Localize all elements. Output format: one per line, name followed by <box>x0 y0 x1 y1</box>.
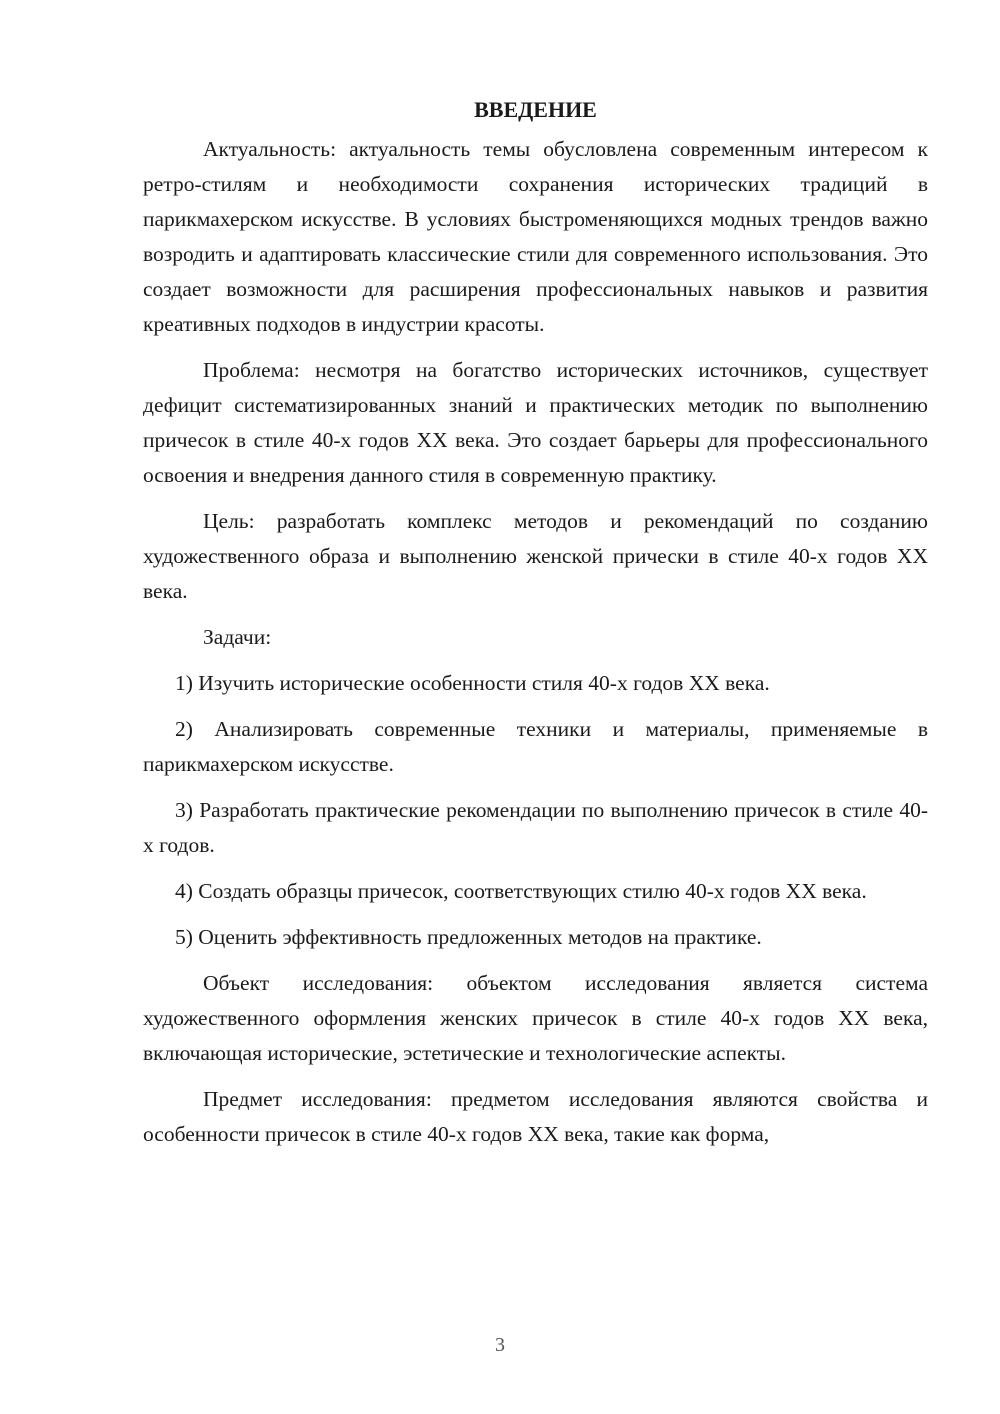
paragraph-problem: Проблема: несмотря на богатство исторических источников, существует дефицит систематизированных знаний и практических методик по выполнению причесок в стиле 40-х годов XX века. Это создает барьеры для профессионального освоения и внедрения данного стиля в современную практику. <box>143 358 928 487</box>
section-title: ВВЕДЕНИЕ <box>474 97 597 122</box>
paragraph-tasks-heading: Задачи: <box>203 625 272 649</box>
task-item-2: 2) Анализировать современные техники и материалы, применяемые в парикмахерском искусстве. <box>143 717 928 776</box>
task-item-3: 3) Разработать практические рекомендации по выполнению причесок в стиле 40-х годов. <box>143 798 928 857</box>
paragraph-subject: Предмет исследования: предметом исследования являются свойства и особенности причесок в стиле 40-х годов XX века, такие как форма, <box>143 1087 928 1146</box>
page-number: 3 <box>495 1334 505 1356</box>
task-item-5: 5) Оценить эффективность предложенных методов на практике. <box>175 925 762 949</box>
paragraph-goal: Цель: разработать комплекс методов и рекомендаций по созданию художественного образа и выполнению женской прически в стиле 40-х годов XX века. <box>143 509 928 603</box>
task-item-4: 4) Создать образцы причесок, соответствующих стилю 40-х годов XX века. <box>175 879 867 903</box>
task-item-1: 1) Изучить исторические особенности стиля 40-х годов XX века. <box>175 671 770 695</box>
paragraph-relevance: Актуальность: актуальность темы обусловлена современным интересом к ретро-стилям и необходимости сохранения исторических традиций в парикмахерском искусстве. В условиях быстроменяющихся модных трендов важно возродить и адаптировать классические стили для современного использования. Это создает возможности для расширения профессиональных навыков и развития креативных подходов в индустрии красоты. <box>143 137 928 336</box>
paragraph-object: Объект исследования: объектом исследования является система художественного оформления женских причесок в стиле 40-х годов XX века, включающая исторические, эстетические и технологические аспекты. <box>143 971 928 1065</box>
document-page <box>143 92 928 1163</box>
